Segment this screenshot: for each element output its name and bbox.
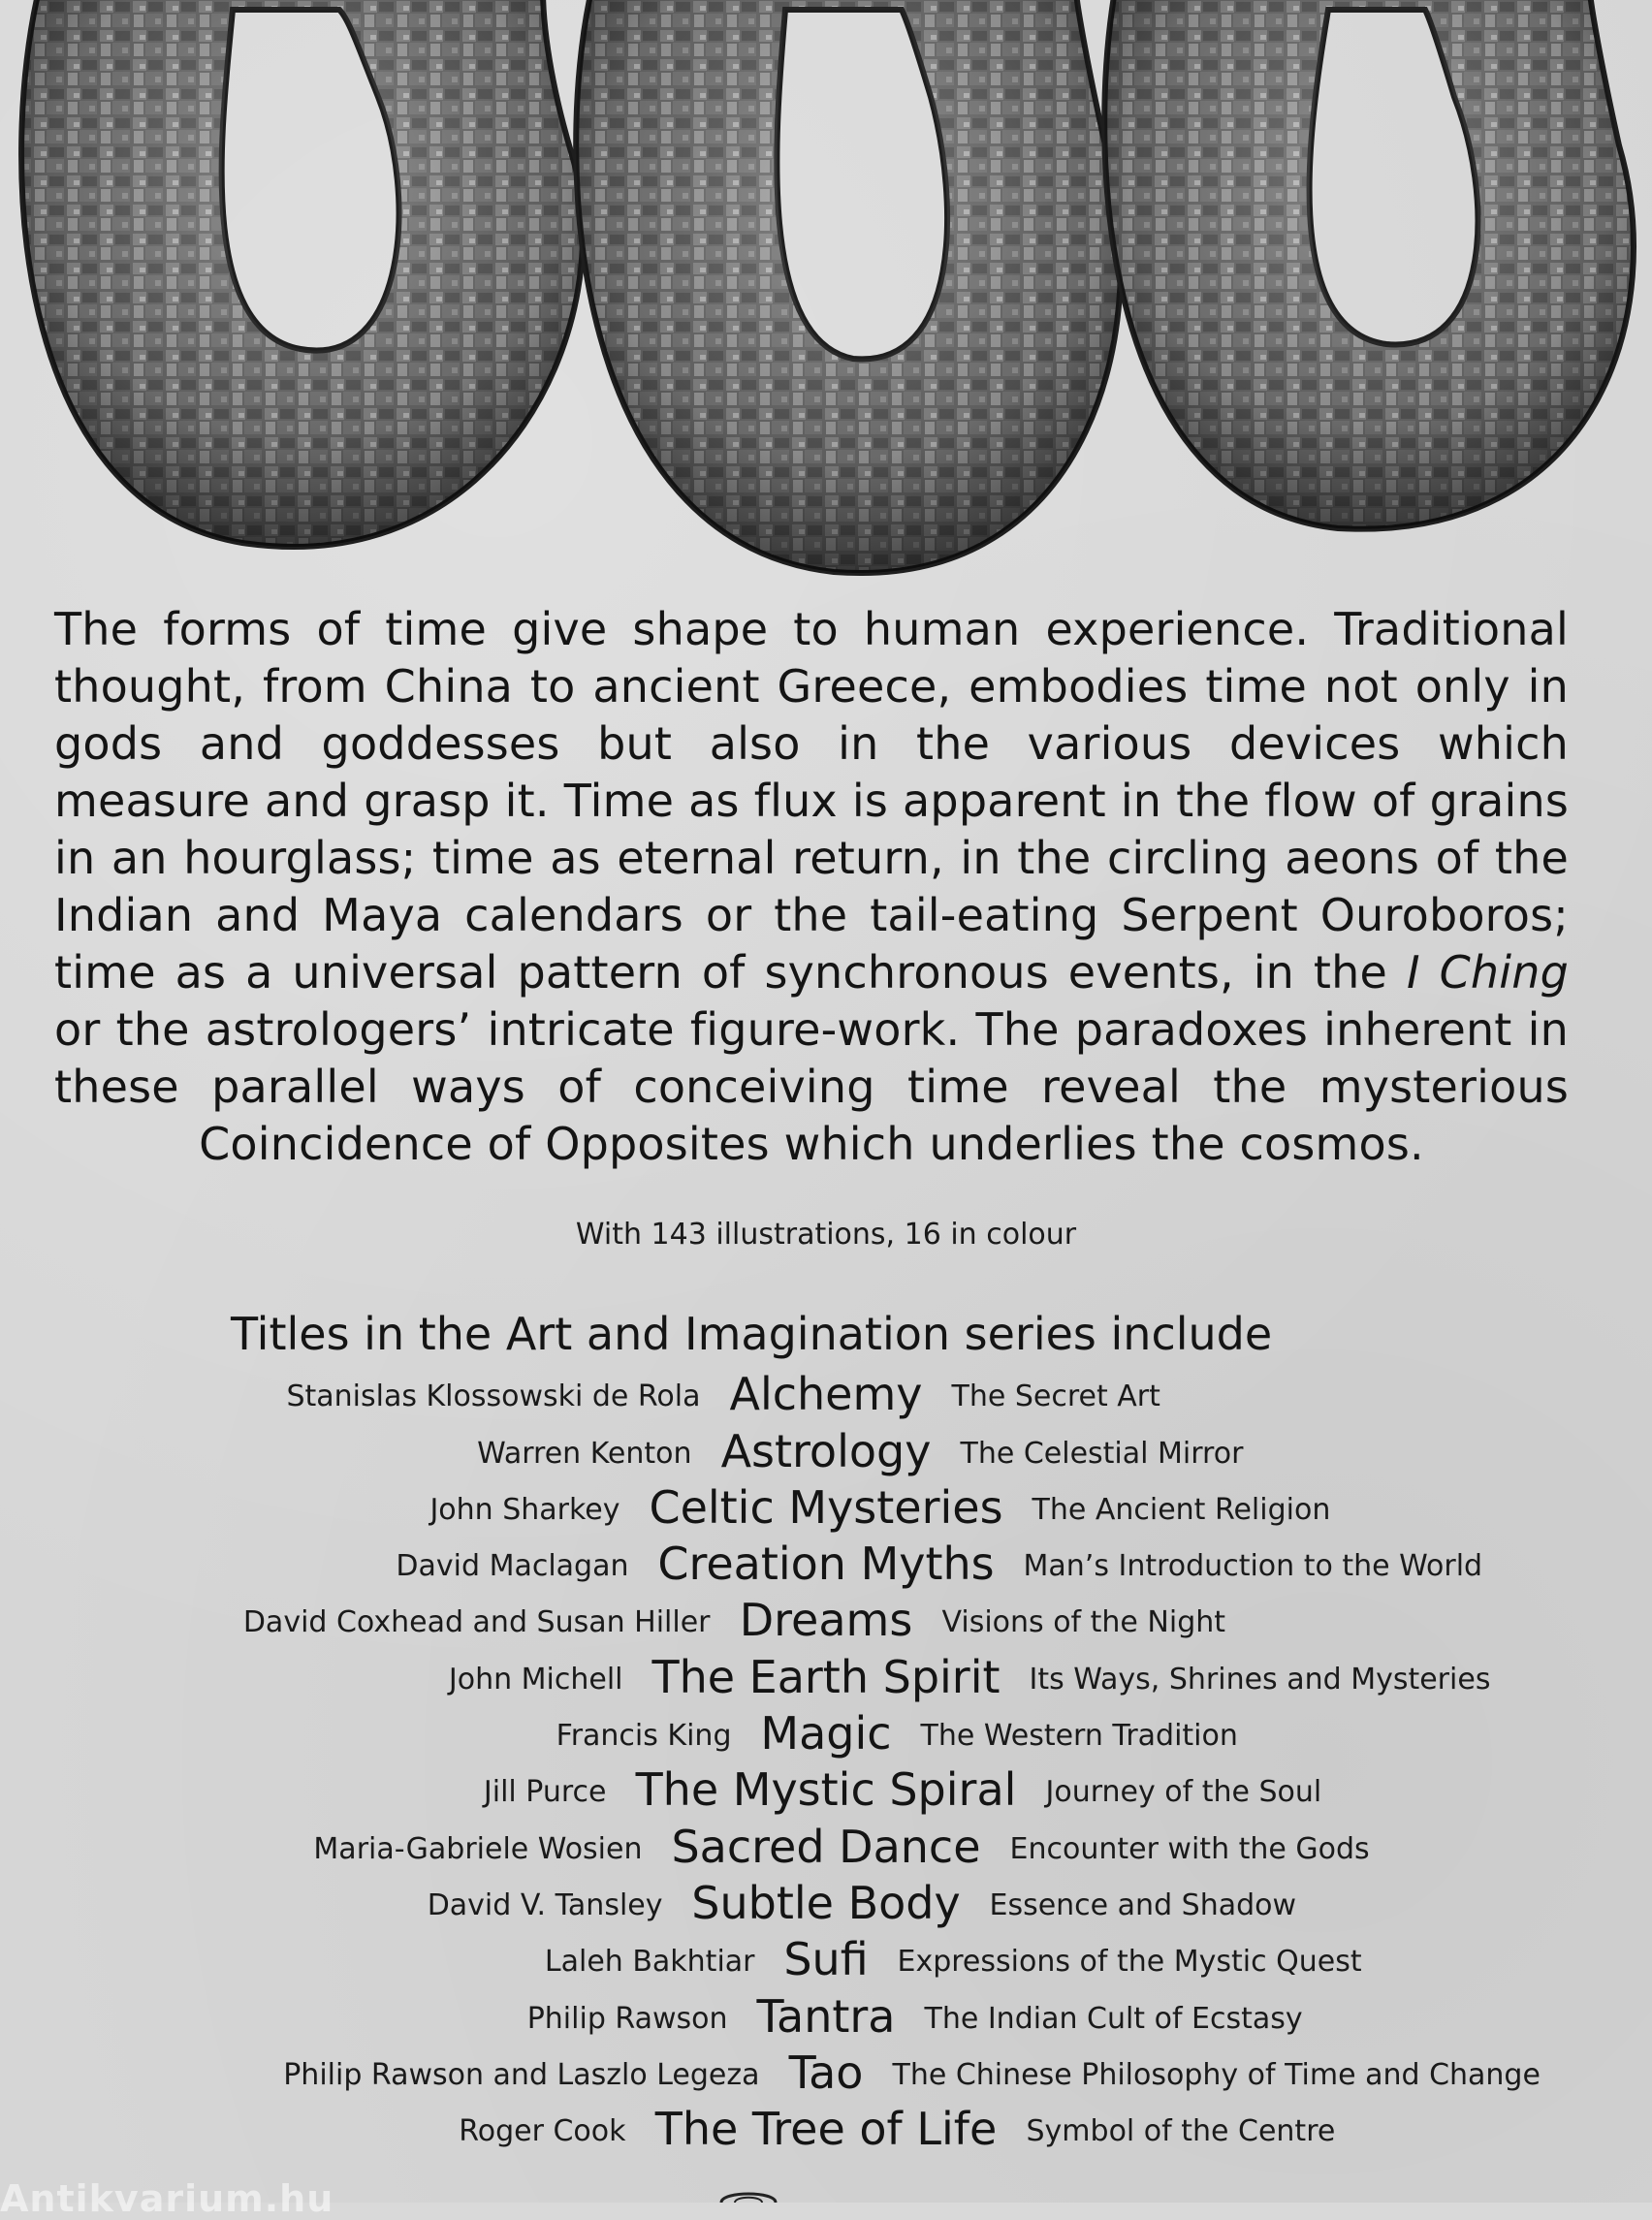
series-title-row xyxy=(0,1368,1652,1427)
series-author: David V. Tansley xyxy=(427,1887,663,1922)
series-title-row xyxy=(0,1763,1652,1823)
description-italic-title: I Ching xyxy=(1406,946,1570,999)
series-book-title: Astrology xyxy=(720,1424,932,1477)
series-author: Philip Rawson and Laszlo Legeza xyxy=(283,2057,760,2092)
series-title-row xyxy=(0,1650,1652,1709)
series-author: David Maclagan xyxy=(396,1549,629,1584)
series-book-subtitle: Symbol of the Centre xyxy=(1026,2114,1336,2149)
series-book-title: Dreams xyxy=(739,1594,913,1647)
series-book-subtitle: Essence and Shadow xyxy=(989,1887,1297,1922)
series-book-subtitle: Journey of the Soul xyxy=(1045,1775,1322,1810)
series-book-subtitle: Its Ways, Shrines and Mysteries xyxy=(1029,1662,1491,1697)
series-title-row xyxy=(0,1424,1652,1483)
series-title-row xyxy=(0,1480,1652,1540)
series-book-title: The Tree of Life xyxy=(654,2103,998,2156)
series-title-row xyxy=(0,2046,1652,2106)
series-book-subtitle: Visions of the Night xyxy=(941,1605,1226,1640)
series-author: Laleh Bakhtiar xyxy=(544,1945,755,1980)
serpent-loops-photo xyxy=(0,0,1652,601)
illustrations-note: With 143 illustrations, 16 in colour xyxy=(575,1218,1077,1252)
series-author: David Coxhead and Susan Hiller xyxy=(242,1605,711,1640)
series-author: Warren Kenton xyxy=(477,1436,692,1471)
series-title-row xyxy=(0,1540,1652,1597)
series-book-title: Tao xyxy=(788,2046,864,2099)
series-title-row xyxy=(0,1707,1652,1766)
series-author: Stanislas Klossowski de Rola xyxy=(286,1380,701,1414)
series-author: John Michell xyxy=(448,1662,623,1697)
series-book-subtitle: The Ancient Religion xyxy=(1032,1492,1331,1527)
series-title-row xyxy=(0,1594,1652,1653)
series-title-row xyxy=(0,2103,1652,2162)
series-book-title: Tantra xyxy=(756,1989,896,2043)
series-book-subtitle: Man’s Introduction to the World xyxy=(1023,1549,1483,1584)
description-text-1: The forms of time give shape to human experience. Traditional thought, from China to ancient Greece, embodies time not only in gods and goddesses but also in the various devices which measure and grasp it. Time as flux is apparent in the flow of grains in an hourglass; time as eternal return, in the circling aeons of the Indian and Maya calendars or the tail-eating Serpent Ouroboros; time as a universal pattern of synchronous events, in the xyxy=(54,603,1569,999)
series-book-title: The Earth Spirit xyxy=(651,1650,1001,1703)
loop-middle xyxy=(576,0,1121,573)
description-paragraph xyxy=(54,601,1569,1173)
series-heading: Titles in the Art and Imagination series include xyxy=(231,1308,1273,1360)
series-book-title: Sufi xyxy=(783,1933,869,1986)
series-title-row xyxy=(0,1820,1652,1879)
series-book-title: Celtic Mysteries xyxy=(649,1480,1003,1534)
series-book-title: Subtle Body xyxy=(691,1876,961,1929)
series-book-title: Magic xyxy=(760,1707,892,1760)
series-title-row xyxy=(0,1989,1652,2048)
series-book-subtitle: The Celestial Mirror xyxy=(960,1436,1244,1471)
series-author: Francis King xyxy=(556,1719,732,1754)
series-author: Jill Purce xyxy=(483,1775,607,1810)
loop-left xyxy=(21,0,583,547)
series-author: Roger Cook xyxy=(459,2114,626,2149)
series-book-subtitle: The Secret Art xyxy=(951,1380,1160,1414)
description-text-2: or the astrologers’ intricate figure-work. The paradoxes inherent in these parallel ways of conceiving time reveal the mysterious Coincidence of Opposites which underlies the cosmos. xyxy=(54,1003,1569,1170)
series-author: Maria-Gabriele Wosien xyxy=(313,1831,643,1866)
series-author: John Sharkey xyxy=(429,1492,620,1527)
series-author: Philip Rawson xyxy=(526,2001,728,2036)
series-book-subtitle: The Indian Cult of Ecstasy xyxy=(924,2001,1303,2036)
series-book-title: Sacred Dance xyxy=(671,1820,981,1873)
series-book-title: Creation Myths xyxy=(657,1538,995,1591)
publisher-logo-icon xyxy=(717,2189,779,2203)
series-book-subtitle: Encounter with the Gods xyxy=(1009,1831,1370,1866)
series-title-row xyxy=(0,1933,1652,1992)
series-book-subtitle: The Chinese Philosophy of Time and Change xyxy=(892,2057,1541,2092)
series-book-title: The Mystic Spiral xyxy=(635,1763,1017,1817)
watermark: Antikvarium.hu xyxy=(0,2177,334,2220)
series-title-row xyxy=(0,1876,1652,1936)
series-book-subtitle: The Western Tradition xyxy=(920,1719,1238,1754)
series-book-title: Alchemy xyxy=(729,1368,923,1421)
series-book-subtitle: Expressions of the Mystic Quest xyxy=(897,1945,1362,1980)
series-title-list xyxy=(0,1368,1652,2162)
loop-right xyxy=(1104,0,1634,529)
